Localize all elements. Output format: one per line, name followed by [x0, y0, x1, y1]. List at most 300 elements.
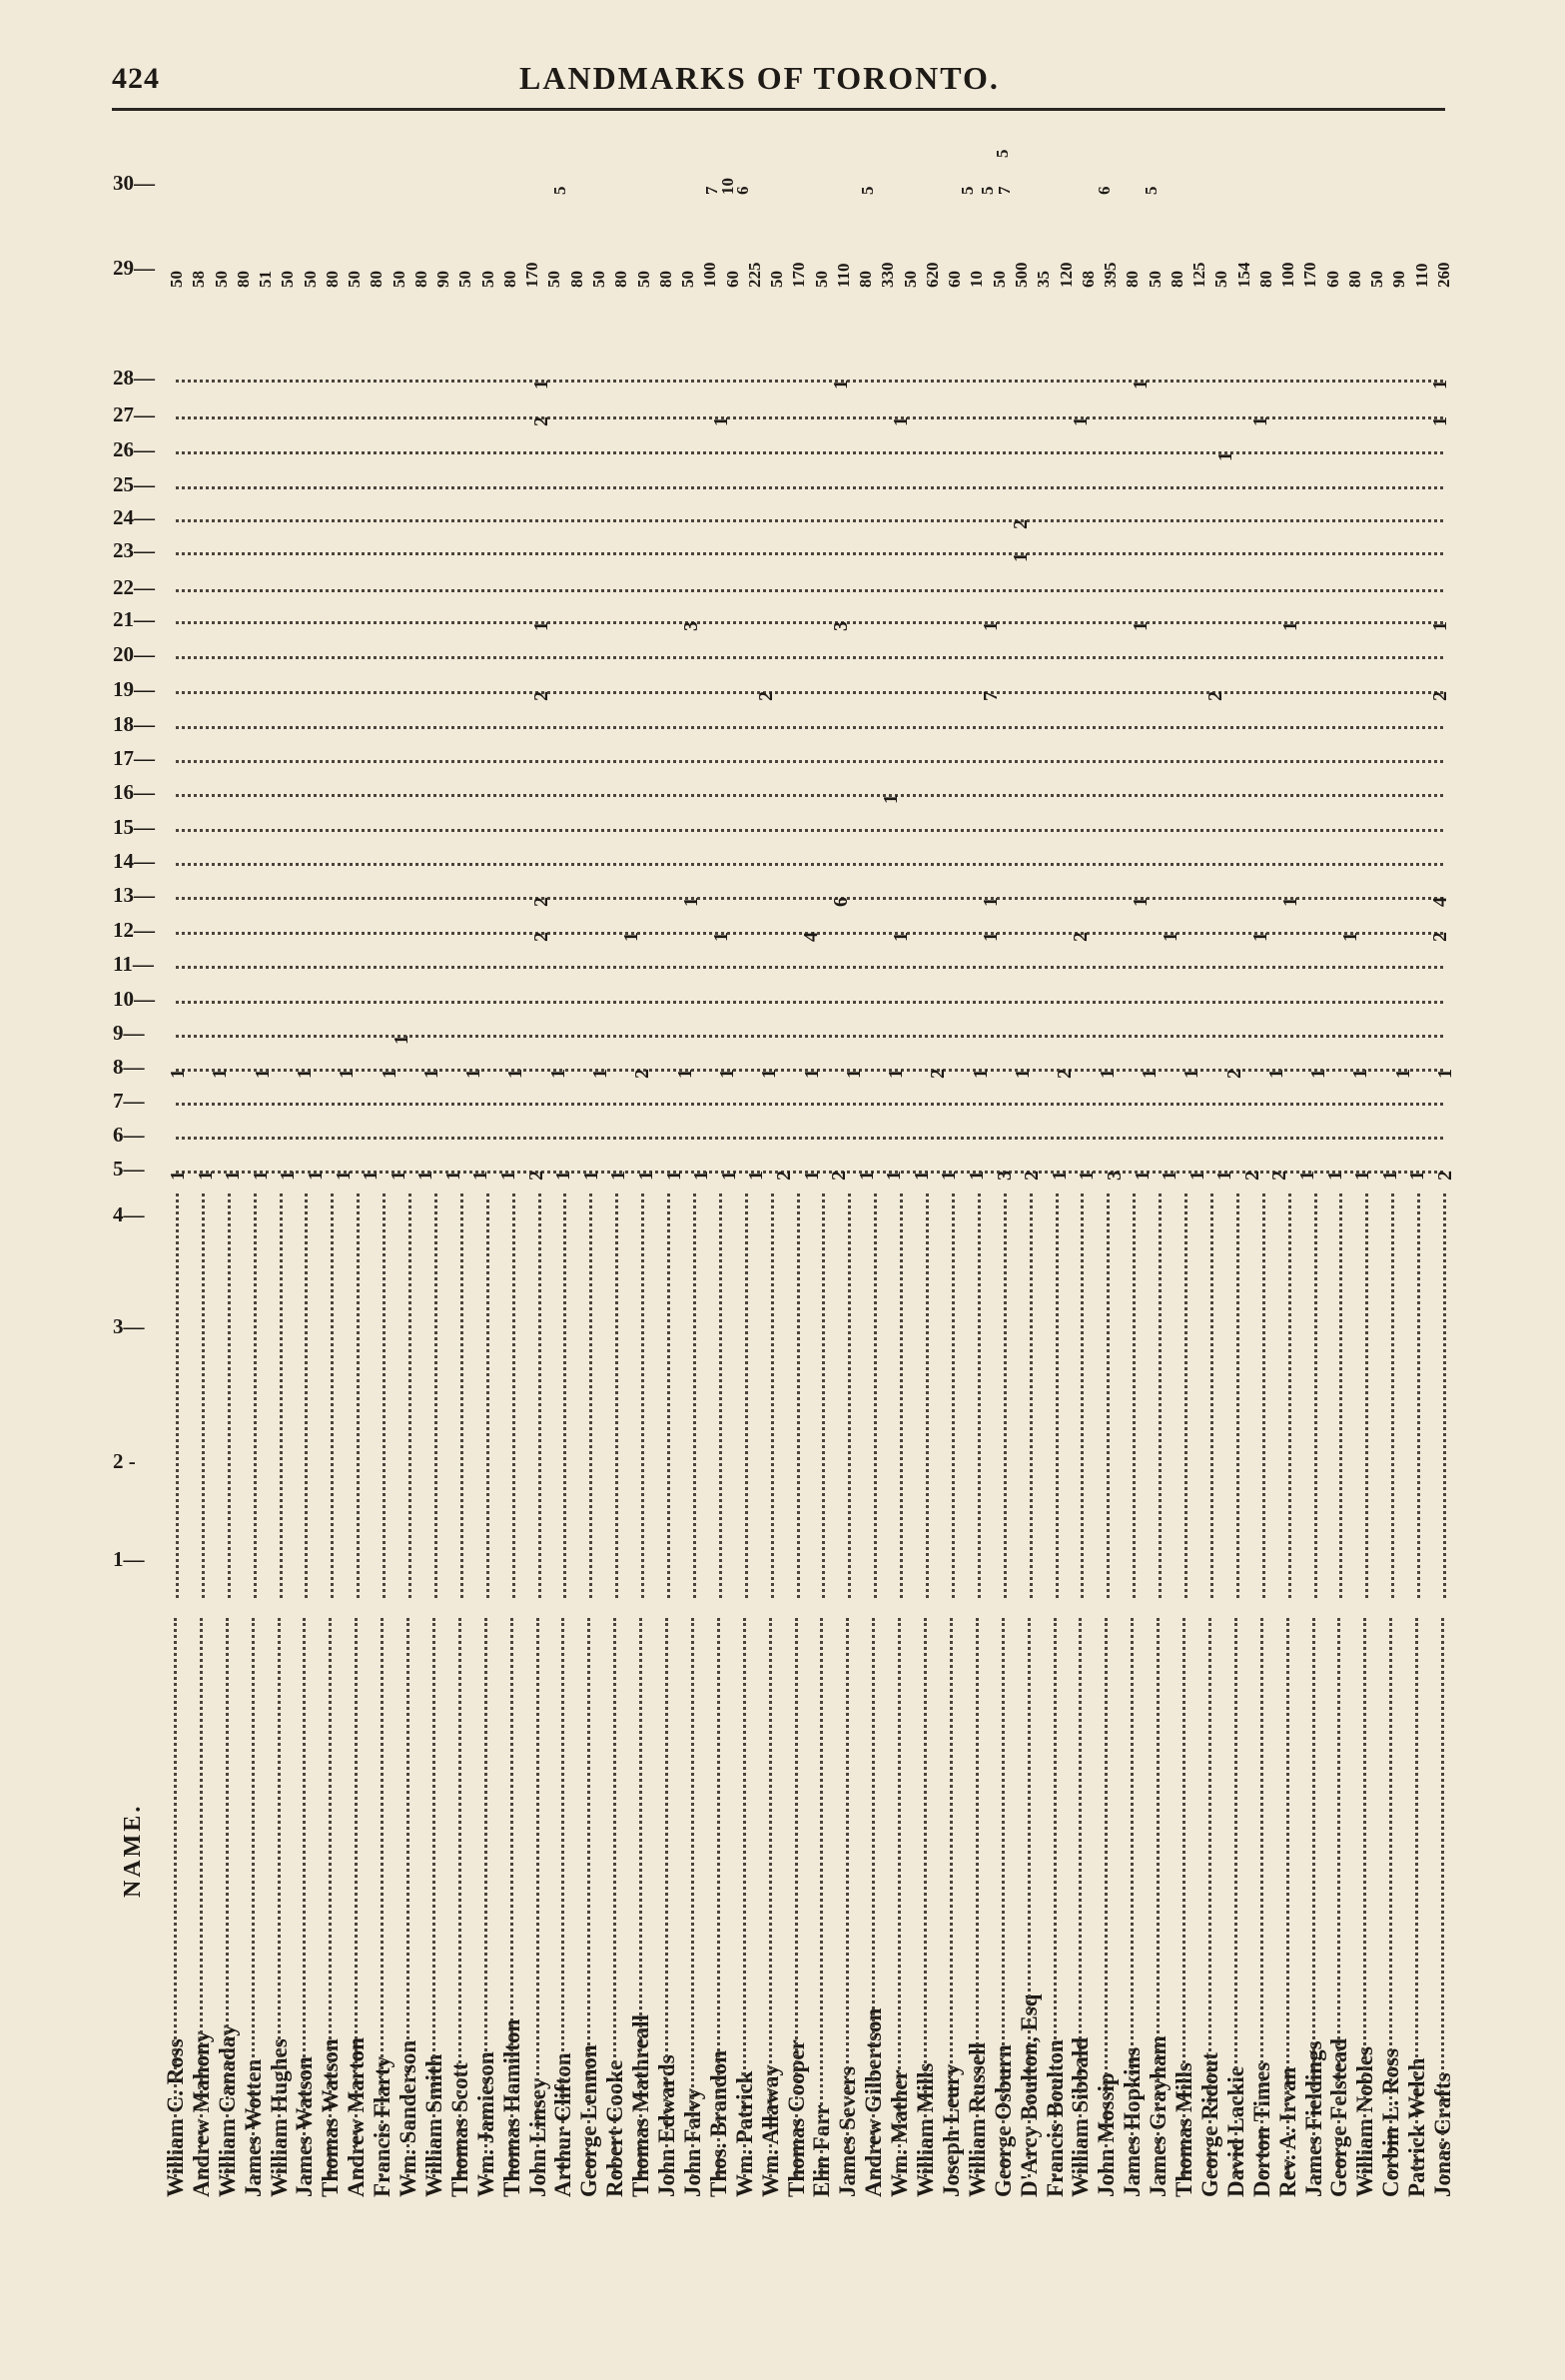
dot-column [1184, 1193, 1187, 1598]
name-leader [639, 1618, 642, 2177]
row29-value: 58 [189, 271, 209, 288]
row-5-mark: 1 [414, 1171, 437, 1181]
row29-value: 90 [1389, 271, 1409, 288]
scale-label: 11— [113, 952, 154, 976]
name-entry: William Smith [420, 2053, 446, 2197]
name-entry: Wm. Mather [887, 2069, 913, 2197]
row-8-mark: 1 [462, 1069, 485, 1079]
row-8-mark: 1 [800, 1069, 823, 1079]
dot-row [176, 760, 1443, 763]
row29-value: 80 [499, 271, 519, 288]
scale-label: 17— [113, 746, 155, 770]
name-leader [1415, 1618, 1418, 2177]
dot-column [486, 1193, 489, 1598]
row-12-mark: 1 [1160, 932, 1181, 942]
row-19-mark: 7 [980, 691, 1002, 701]
name-leader [1363, 1618, 1366, 2177]
row-5-mark: 1 [360, 1171, 383, 1181]
name-leader [1337, 1618, 1340, 2177]
name-entry: Elin Farr [809, 2104, 835, 2197]
row-16-mark: 1 [880, 794, 902, 804]
row-12-mark: 1 [1339, 932, 1361, 942]
row-5-mark: 1 [1131, 1171, 1154, 1181]
row-5-mark: 1 [304, 1171, 327, 1181]
row30-value: 5 [858, 186, 877, 195]
row30-value: 6 [733, 186, 752, 195]
row29-value: 80 [1255, 271, 1275, 288]
row-26-mark: 1 [1214, 451, 1236, 461]
row-5-mark: 1 [441, 1171, 464, 1181]
row29-value: 125 [1189, 262, 1209, 288]
dot-column [512, 1193, 515, 1598]
row30-value: 5 [958, 186, 977, 195]
row29-value: 80 [1167, 271, 1186, 288]
dot-column [1443, 1193, 1446, 1598]
name-leader [613, 1618, 616, 2177]
name-entry: Francis Flarty [370, 2055, 395, 2197]
row-23-mark: 1 [1010, 552, 1032, 562]
name-leader [355, 1618, 358, 2177]
name-leader [1389, 1618, 1392, 2177]
header-rule [112, 108, 1445, 111]
dot-column [952, 1193, 955, 1598]
name-leader [536, 1618, 539, 2177]
row-5-mark: 1 [552, 1171, 575, 1181]
row-13-mark: 1 [1279, 897, 1301, 907]
name-leader [1260, 1618, 1263, 2177]
name-leader [303, 1618, 306, 2177]
name-leader [200, 1618, 203, 2177]
row-8-mark: 1 [969, 1069, 992, 1079]
row-12-mark: 1 [980, 932, 1002, 942]
scale-label: 15— [113, 815, 155, 839]
row-9-mark: 1 [391, 1035, 412, 1045]
dot-column [641, 1193, 644, 1598]
row-5-mark: 1 [1185, 1171, 1208, 1181]
scale-label: 30— [113, 171, 155, 195]
row-27-mark: 1 [1249, 416, 1271, 426]
row-5-mark: 3 [993, 1171, 1016, 1181]
dot-column [1417, 1193, 1420, 1598]
row-28-mark: 1 [1429, 380, 1451, 390]
row29-value: 60 [945, 271, 965, 288]
row29-value: 330 [878, 262, 898, 288]
name-entry: James Wotten [240, 2058, 266, 2197]
row-27-mark: 1 [710, 416, 732, 426]
dot-column [1056, 1193, 1059, 1598]
row-13-mark: 1 [680, 897, 702, 907]
row-5-mark: 1 [607, 1171, 630, 1181]
name-entry: George Felstead [1326, 2037, 1352, 2197]
row-5-mark: 1 [249, 1171, 272, 1181]
name-leader [769, 1618, 772, 2177]
name-entry: Corbin L. Ross [1378, 2048, 1404, 2197]
row-8-mark: 1 [758, 1069, 781, 1079]
dot-column [1004, 1193, 1007, 1598]
row-5-mark: 2 [1268, 1171, 1291, 1181]
row-21-mark: 3 [680, 621, 702, 631]
row-8-mark: 1 [336, 1069, 359, 1079]
scale-label: 27— [113, 402, 155, 426]
row-5-mark: 2 [772, 1171, 795, 1181]
row-5-mark: 1 [387, 1171, 409, 1181]
row29-value: 50 [1211, 271, 1231, 288]
scale-label: 16— [113, 780, 155, 804]
row-8-mark: 1 [1180, 1069, 1203, 1079]
name-entry: William Sibbald [1068, 2036, 1094, 2197]
dot-row [176, 589, 1443, 592]
dot-column [202, 1193, 205, 1598]
dot-row [176, 1035, 1443, 1038]
dot-column [926, 1193, 929, 1598]
name-leader [1234, 1618, 1237, 2177]
row29-value: 51 [256, 271, 276, 288]
name-entry: Thomas Hamilton [498, 2018, 524, 2197]
row29-value: 260 [1434, 262, 1453, 288]
row-5-mark: 1 [579, 1171, 602, 1181]
row-5-mark: 1 [1076, 1171, 1099, 1181]
dot-column [1081, 1193, 1084, 1598]
scale-label: 19— [113, 677, 155, 701]
dot-row [176, 621, 1443, 624]
name-leader [252, 1618, 255, 2177]
row-12-mark: 2 [1429, 932, 1451, 942]
dot-column [667, 1193, 670, 1598]
row-8-mark: 1 [1012, 1069, 1034, 1079]
row-5-mark: 1 [745, 1171, 768, 1181]
dot-column [693, 1193, 696, 1598]
row-5-mark: 1 [717, 1171, 740, 1181]
row-12-mark: 1 [710, 932, 732, 942]
row30-value: 7 [995, 186, 1014, 195]
dot-column [1262, 1193, 1265, 1598]
name-leader [278, 1618, 281, 2177]
name-leader [1312, 1618, 1315, 2177]
name-entry: William Russell [964, 2042, 990, 2197]
row-8-mark: 2 [1222, 1069, 1245, 1079]
name-entry: Thos. Brandon [705, 2049, 731, 2197]
scale-label: 29— [113, 256, 155, 280]
name-leader [329, 1618, 332, 2177]
name-entry: Andrew Gilbertson [861, 2007, 887, 2197]
row-5-mark: 1 [1048, 1171, 1071, 1181]
name-leader [795, 1618, 798, 2177]
row-8-mark: 1 [378, 1069, 400, 1079]
row-5-mark: 1 [662, 1171, 685, 1181]
name-leader [561, 1618, 564, 2177]
name-entry: Robert Cooke [602, 2059, 628, 2197]
name-entry: John Edwards [654, 2054, 680, 2197]
row29-value: 225 [744, 262, 764, 288]
row29-value: 50 [633, 271, 653, 288]
row-5-mark: 2 [1021, 1171, 1044, 1181]
name-column-heading: NAME. [120, 1803, 146, 1898]
row29-value: 50 [678, 271, 698, 288]
row-5-mark: 3 [1103, 1171, 1126, 1181]
row29-value: 80 [410, 271, 430, 288]
name-entry: William Canaday [214, 2024, 240, 2197]
row29-value: 68 [1078, 271, 1098, 288]
row-28-mark: 1 [530, 380, 552, 390]
row-8-mark: 1 [1264, 1069, 1287, 1079]
dot-row [176, 829, 1443, 832]
row29-value: 50 [389, 271, 408, 288]
row-5-mark: 1 [634, 1171, 657, 1181]
row-5-mark: 1 [332, 1171, 355, 1181]
name-leader [1441, 1618, 1444, 2177]
row-8-mark: 2 [927, 1069, 950, 1079]
row-13-mark: 2 [530, 897, 552, 907]
row29-value: 80 [233, 271, 253, 288]
row29-value: 100 [1278, 262, 1298, 288]
dot-column [176, 1193, 179, 1598]
scale-label: 24— [113, 505, 155, 529]
row29-value: 50 [1145, 271, 1165, 288]
dot-column [874, 1193, 877, 1598]
dot-column [434, 1193, 437, 1598]
name-entry: Joseph Leury [938, 2063, 964, 2197]
row29-value: 50 [811, 271, 831, 288]
name-leader [174, 1618, 177, 2177]
name-leader [1208, 1618, 1211, 2177]
dot-row [176, 451, 1443, 454]
row-8-mark: 1 [1307, 1069, 1330, 1079]
name-entry: David Lackie [1222, 2066, 1248, 2197]
row-8-mark: 1 [1138, 1069, 1161, 1079]
row-5-mark: 1 [966, 1171, 989, 1181]
row-8-mark: 1 [1096, 1069, 1119, 1079]
name-leader [406, 1618, 409, 2177]
row-8-mark: 1 [1391, 1069, 1414, 1079]
name-entry: Thomas Mathreall [628, 2014, 654, 2197]
row-5-mark: 1 [1351, 1171, 1374, 1181]
row-5-mark: 2 [828, 1171, 851, 1181]
row-12-mark: 1 [890, 932, 912, 942]
name-entry: Rev. A. Irvan [1274, 2066, 1300, 2197]
name-leader [1131, 1618, 1134, 2177]
row-5-mark: 1 [194, 1171, 217, 1181]
dot-column [589, 1193, 592, 1598]
row-21-mark: 1 [1429, 621, 1451, 631]
row-5-mark: 1 [167, 1171, 189, 1181]
dot-row [176, 726, 1443, 729]
row-19-mark: 2 [1429, 691, 1451, 701]
dot-column [719, 1193, 722, 1598]
row29-value: 80 [566, 271, 586, 288]
dot-column [1210, 1193, 1213, 1598]
scale-label: 6— [113, 1123, 145, 1147]
row-27-mark: 1 [1070, 416, 1092, 426]
scale-label: 3— [113, 1314, 145, 1338]
row-5-mark: 2 [524, 1171, 547, 1181]
dot-row [176, 1001, 1443, 1004]
name-entry: George Lennon [576, 2044, 602, 2197]
row29-value: 50 [167, 271, 186, 288]
row-8-mark: 1 [673, 1069, 696, 1079]
row29-value: 50 [900, 271, 920, 288]
scale-label: 28— [113, 366, 155, 390]
name-entry: William Mills [913, 2062, 939, 2197]
row-12-mark: 2 [530, 932, 552, 942]
name-entry: Thomas Cooper [783, 2039, 809, 2197]
row29-value: 50 [278, 271, 298, 288]
row29-value: 395 [1101, 262, 1121, 288]
row-5-mark: 1 [277, 1171, 300, 1181]
dot-column [1107, 1193, 1110, 1598]
dot-column [305, 1193, 308, 1598]
row-5-mark: 1 [938, 1171, 961, 1181]
name-leader [691, 1618, 694, 2177]
row29-value: 80 [655, 271, 675, 288]
name-leader [976, 1618, 979, 2177]
row29-value: 80 [1344, 271, 1364, 288]
row-8-mark: 1 [1349, 1069, 1372, 1079]
row-8-mark: 1 [885, 1069, 908, 1079]
row-5-mark: 2 [1434, 1171, 1456, 1181]
row-5-mark: 1 [1378, 1171, 1401, 1181]
row29-value: 110 [1411, 263, 1431, 288]
name-entry: Thomas Watson [318, 2038, 344, 2197]
dot-column [900, 1193, 903, 1598]
running-title: LANDMARKS OF TORONTO. [519, 60, 1000, 96]
name-entry: James Grayham [1146, 2035, 1172, 2197]
row-5-mark: 1 [1213, 1171, 1236, 1181]
scale-label: 22— [113, 575, 155, 599]
dot-column [538, 1193, 541, 1598]
row-8-mark: 1 [546, 1069, 569, 1079]
row29-value: 50 [300, 271, 320, 288]
row30-value: 5 [978, 186, 997, 195]
row-5-mark: 1 [1323, 1171, 1346, 1181]
name-entry: George Ridout [1196, 2051, 1222, 2197]
name-leader [872, 1618, 875, 2177]
dot-column [745, 1193, 748, 1598]
scale-label: 20— [113, 642, 155, 666]
row-13-mark: 1 [980, 897, 1002, 907]
dot-column [1236, 1193, 1239, 1598]
row-5-mark: 1 [1406, 1171, 1429, 1181]
scale-label: 4— [113, 1202, 145, 1226]
scale-label: 7— [113, 1089, 145, 1113]
row-5-mark: 1 [690, 1171, 713, 1181]
dot-column [1314, 1193, 1317, 1598]
row-19-mark: 2 [755, 691, 777, 701]
row-5-mark: 1 [855, 1171, 878, 1181]
dot-column [563, 1193, 566, 1598]
row29-value: 50 [345, 271, 365, 288]
row30-value: 6 [1095, 186, 1114, 195]
name-entry: Wm. Jamieson [472, 2051, 498, 2197]
row29-value: 60 [1322, 271, 1342, 288]
row-8-mark: 1 [167, 1069, 189, 1079]
name-leader [717, 1618, 720, 2177]
row29-value: 120 [1056, 262, 1076, 288]
name-entry: William Hughes [266, 2038, 292, 2197]
row29-value: 500 [1012, 262, 1031, 288]
row-5-mark: 2 [1240, 1171, 1263, 1181]
row-28-mark: 1 [830, 380, 852, 390]
row29-value: 110 [833, 263, 853, 288]
row29-value: 80 [322, 271, 342, 288]
name-entry: Arthur Clifton [550, 2052, 576, 2197]
row29-value: 170 [789, 262, 809, 288]
row-13-mark: 1 [1130, 897, 1152, 907]
row-8-mark: 1 [209, 1069, 232, 1079]
dot-column [1288, 1193, 1291, 1598]
name-entry: James Fieldings [1300, 2040, 1326, 2197]
row-8-mark: 1 [419, 1069, 442, 1079]
page-number: 424 [112, 62, 160, 95]
row-27-mark: 1 [1429, 416, 1451, 426]
row-21-mark: 3 [830, 621, 852, 631]
row29-value: 60 [722, 271, 742, 288]
name-entry: Wm. Allaway [757, 2064, 783, 2197]
name-leader [898, 1618, 901, 2177]
dot-column [797, 1193, 800, 1598]
row29-value: 50 [211, 271, 231, 288]
name-entry: James Watson [292, 2056, 318, 2197]
name-leader [1079, 1618, 1082, 2177]
row29-value: 35 [1034, 271, 1054, 288]
dot-row [176, 1103, 1443, 1106]
row29-value: 50 [544, 271, 564, 288]
name-entry: Wm. Patrick [731, 2070, 757, 2197]
name-leader [1054, 1618, 1057, 2177]
dot-column [357, 1193, 360, 1598]
row29-value: 100 [700, 262, 720, 288]
name-leader [1002, 1618, 1005, 2177]
name-leader [1105, 1618, 1108, 2177]
name-entry: Patrick Welch [1404, 2057, 1430, 2197]
name-leader [1157, 1618, 1160, 2177]
row30-value: 5 [993, 149, 1012, 158]
scale-label: 18— [113, 712, 155, 736]
row29-value: 50 [989, 271, 1009, 288]
dot-column [1133, 1193, 1136, 1598]
scale-label: 13— [113, 883, 155, 907]
dot-column [1030, 1193, 1033, 1598]
dot-row [176, 519, 1443, 522]
name-entry: John Linsey [524, 2077, 550, 2197]
name-entry: Andrew Mahony [188, 2030, 214, 2197]
dot-row [176, 897, 1443, 900]
row-21-mark: 1 [1279, 621, 1301, 631]
scale-label: 5— [113, 1157, 145, 1181]
name-leader [458, 1618, 461, 2177]
dot-column [978, 1193, 981, 1598]
scale-label: 14— [113, 849, 155, 873]
dot-column [1159, 1193, 1162, 1598]
name-entry: Andrew Marton [344, 2037, 370, 2197]
row-5-mark: 1 [222, 1171, 245, 1181]
row-5-mark: 1 [469, 1171, 492, 1181]
row-5-mark: 1 [1296, 1171, 1319, 1181]
row-21-mark: 1 [980, 621, 1002, 631]
name-entry: Thomas Mills [1172, 2062, 1197, 2197]
dot-row [176, 552, 1443, 555]
row29-value: 90 [433, 271, 453, 288]
name-leader [226, 1618, 229, 2177]
dot-column [1365, 1193, 1368, 1598]
dot-row [176, 863, 1443, 866]
row-12-mark: 4 [800, 932, 822, 942]
name-leader [1028, 1618, 1031, 2177]
name-entry: Francis Boulton [1042, 2039, 1068, 2197]
row29-value: 10 [967, 271, 987, 288]
row29-value: 50 [477, 271, 497, 288]
name-leader [1286, 1618, 1289, 2177]
scale-label: 10— [113, 987, 155, 1011]
